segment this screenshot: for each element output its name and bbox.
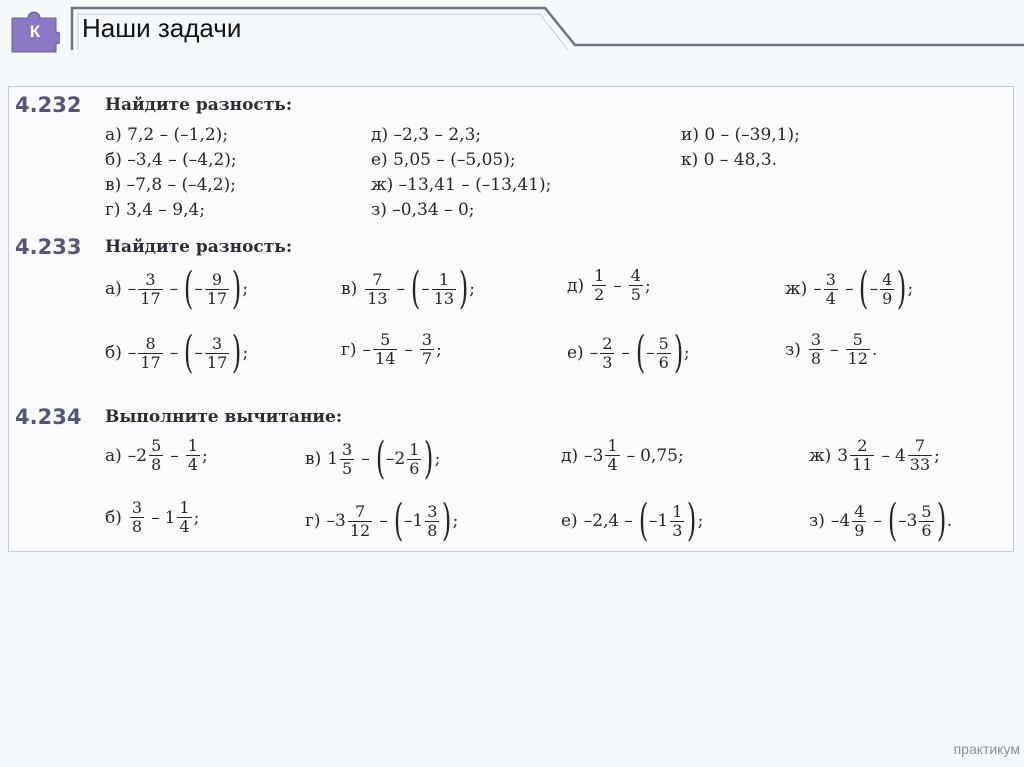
punctuation: ;: [697, 511, 704, 531]
minus-sign: –: [127, 279, 137, 299]
punctuation: ;: [436, 339, 442, 360]
numerator: 2: [602, 333, 613, 353]
item-4234-a: [105, 437, 208, 474]
numerator: 5: [151, 436, 162, 455]
item-4233-zh: [785, 263, 914, 314]
whole-part: 1: [327, 449, 339, 469]
label: е): [561, 511, 578, 531]
denominator: 6: [658, 352, 669, 372]
minus-sign: –: [151, 507, 160, 528]
item-4232-v: в) –7,8 – (–4,2);: [105, 175, 236, 195]
fraction: [373, 331, 397, 368]
denominator: 8: [131, 517, 143, 536]
whole-part: –3: [326, 511, 346, 531]
denominator: 17: [140, 352, 161, 372]
numerator: 8: [145, 333, 156, 353]
item-4233-g: [341, 331, 442, 368]
item-4234-d: [561, 437, 684, 474]
fraction: [186, 437, 200, 474]
right-paren-icon: ): [424, 433, 434, 484]
fraction: [138, 335, 162, 372]
numerator: 3: [145, 269, 156, 289]
fraction: [365, 271, 389, 308]
label: д): [567, 275, 585, 296]
fraction: [670, 503, 684, 540]
minus-sign: –: [613, 275, 622, 296]
left-paren-icon: (: [410, 263, 421, 314]
fraction: [149, 437, 163, 474]
fraction: [824, 271, 838, 308]
decimal-value: –2,4: [583, 511, 620, 531]
badge-letter: К: [29, 22, 41, 41]
label: з): [785, 339, 801, 360]
instruction-4234: Выполните вычитание:: [105, 407, 343, 427]
numerator: 1: [594, 266, 605, 285]
numerator: 7: [914, 436, 926, 455]
label: ж): [809, 445, 832, 466]
fraction: [605, 437, 619, 474]
numerator: 3: [211, 333, 223, 353]
fraction: [592, 267, 606, 304]
minus-sign: –: [621, 343, 630, 363]
right-paren-icon: ): [687, 495, 697, 546]
denominator: 17: [140, 288, 161, 308]
label: а): [105, 445, 122, 466]
minus-sign: –: [844, 279, 854, 299]
right-paren-icon: ): [442, 495, 452, 546]
item-4232-g: г) 3,4 – 9,4;: [105, 200, 206, 220]
numerator: 1: [672, 501, 683, 521]
denominator: 4: [179, 517, 190, 536]
minus-sign: –: [830, 339, 839, 360]
denominator: 7: [421, 349, 433, 368]
punctuation: ;: [242, 279, 249, 299]
page-title: Наши задачи: [82, 13, 242, 43]
whole-part: –1: [403, 511, 424, 531]
fraction: [809, 331, 823, 368]
problem-number-4233: 4.233: [15, 235, 82, 259]
minus-sign: –: [646, 343, 655, 363]
left-paren-icon: (: [859, 263, 869, 314]
label: д): [561, 445, 579, 466]
minus-sign: –: [869, 279, 879, 299]
minus-sign: –: [169, 279, 179, 299]
punctuation: .: [871, 339, 878, 360]
fraction: [880, 271, 894, 308]
item-4232-i: и) 0 – (–39,1);: [681, 125, 800, 145]
right-paren-icon: ): [936, 495, 946, 546]
item-4232-e: е) 5,05 – (–5,05);: [371, 150, 516, 170]
problem-number-4234: 4.234: [15, 405, 82, 429]
minus-sign: –: [379, 511, 388, 531]
left-paren-icon: (: [375, 433, 386, 484]
numerator: 7: [372, 269, 383, 289]
minus-sign: –: [589, 343, 599, 363]
denominator: 12: [847, 349, 868, 368]
numerator: 3: [342, 439, 353, 459]
denominator: 11: [852, 455, 873, 474]
denominator: 6: [921, 520, 932, 540]
item-4232-k: к) 0 – 48,3.: [681, 150, 778, 170]
minus-sign: –: [421, 279, 430, 299]
fraction: [340, 441, 354, 478]
numerator: 3: [131, 498, 143, 517]
denominator: 8: [427, 520, 438, 540]
fraction: [138, 271, 162, 308]
fraction: [348, 503, 372, 540]
fraction: [846, 331, 870, 368]
punctuation: .: [946, 511, 953, 531]
denominator: 33: [909, 455, 931, 474]
punctuation: ;: [452, 511, 459, 531]
fraction: [130, 499, 144, 536]
punctuation: ;: [683, 343, 690, 363]
item-4233-z: [785, 331, 877, 368]
fraction: [919, 503, 933, 540]
fraction: [600, 335, 614, 372]
numerator: 1: [409, 439, 420, 459]
numerator: 3: [427, 501, 438, 521]
denominator: 3: [672, 520, 683, 540]
item-4234-z: [809, 495, 953, 546]
left-paren-icon: (: [393, 495, 404, 546]
item-4232-zh: ж) –13,41 – (–13,41);: [371, 175, 552, 195]
numerator: 1: [607, 436, 618, 455]
whole-part: –1: [648, 511, 669, 531]
item-4232-d: д) –2,3 – 2,3;: [371, 125, 482, 145]
label: в): [341, 279, 358, 299]
numerator: 7: [354, 501, 366, 521]
punctuation: ;: [934, 445, 940, 466]
minus-sign: –: [362, 339, 372, 360]
denominator: 13: [433, 288, 455, 308]
fraction: [432, 271, 456, 308]
denominator: 6: [409, 458, 420, 478]
left-paren-icon: (: [184, 327, 194, 378]
footer-label: практикум: [953, 741, 1020, 757]
numerator: 4: [630, 266, 641, 285]
instruction-4233: Найдите разность:: [105, 237, 293, 257]
denominator: 4: [187, 455, 198, 474]
item-4233-e: [567, 327, 690, 378]
left-paren-icon: (: [635, 327, 646, 378]
item-4234-g: [305, 495, 459, 546]
right-paren-icon: ): [232, 263, 242, 314]
item-4233-b: [105, 327, 249, 378]
item-4232-b: б) –3,4 – (–4,2);: [105, 150, 237, 170]
punctuation: ;: [193, 507, 200, 528]
minus-sign: –: [194, 279, 203, 299]
punctuation: ;: [469, 279, 475, 299]
right-paren-icon: ): [897, 263, 907, 314]
minus-sign: –: [624, 511, 633, 531]
fraction: [852, 503, 866, 540]
fraction: [908, 437, 932, 474]
minus-sign: –: [396, 279, 406, 299]
minus-sign: –: [361, 449, 370, 469]
numerator: 5: [380, 330, 391, 349]
instruction-4232: Найдите разность:: [105, 95, 293, 115]
label: г): [341, 339, 357, 360]
item-4233-a: [105, 263, 249, 314]
denominator: 17: [206, 352, 228, 372]
item-4234-e: [561, 495, 704, 546]
fraction: [425, 503, 439, 540]
minus-sign: –: [881, 445, 890, 466]
denominator: 12: [349, 520, 371, 540]
textbook-scan: [8, 86, 1014, 552]
minus-sign: –: [194, 343, 203, 363]
denominator: 5: [342, 458, 353, 478]
left-paren-icon: (: [184, 263, 194, 314]
fraction: [850, 437, 874, 474]
fraction: [177, 499, 191, 536]
whole-part: –4: [830, 511, 851, 531]
item-4234-b: [105, 499, 199, 536]
numerator: 4: [854, 501, 865, 521]
denominator: 4: [825, 288, 836, 308]
problem-number-4232: 4.232: [15, 93, 82, 117]
whole-part: 4: [894, 445, 906, 466]
punctuation: ;: [677, 445, 684, 466]
label: в): [305, 449, 322, 469]
minus-sign: –: [404, 339, 413, 360]
fraction: [420, 331, 434, 368]
numerator: 1: [187, 436, 198, 455]
item-4234-zh: [809, 437, 940, 474]
minus-sign: –: [169, 343, 179, 363]
numerator: 5: [658, 333, 669, 353]
item-4232-a: а) 7,2 – (–1,2);: [105, 125, 229, 145]
puzzle-badge-icon: [8, 10, 60, 56]
label: г): [305, 511, 321, 531]
punctuation: ;: [434, 449, 441, 469]
numerator: 5: [921, 501, 932, 521]
fraction: [407, 441, 421, 478]
left-paren-icon: (: [887, 495, 898, 546]
label: б): [105, 507, 122, 528]
right-paren-icon: ): [232, 327, 242, 378]
minus-sign: –: [170, 445, 179, 466]
punctuation: ;: [201, 445, 208, 466]
right-paren-icon: ): [673, 327, 684, 378]
minus-sign: –: [873, 511, 882, 531]
numerator: 9: [211, 269, 223, 289]
numerator: 1: [179, 498, 190, 517]
fraction: [657, 335, 671, 372]
numerator: 3: [810, 330, 822, 349]
item-4233-d: [567, 267, 651, 304]
denominator: 14: [375, 349, 396, 368]
denominator: 8: [151, 455, 162, 474]
punctuation: ;: [644, 275, 651, 296]
whole-part: 1: [164, 507, 176, 528]
denominator: 2: [594, 285, 605, 304]
whole-part: –3: [584, 445, 604, 466]
minus-sign: –: [626, 445, 636, 466]
whole-part: –2: [127, 445, 148, 466]
fraction: [205, 271, 229, 308]
whole-part: –3: [898, 511, 918, 531]
fraction: [629, 267, 643, 304]
label: а): [105, 279, 122, 299]
label: з): [809, 511, 825, 531]
fraction: [205, 335, 229, 372]
item-4234-v: [305, 433, 441, 484]
item-4233-v: [341, 263, 475, 314]
denominator: 3: [602, 352, 613, 372]
minus-sign: –: [127, 343, 137, 363]
denominator: 9: [882, 288, 893, 308]
denominator: 13: [367, 288, 388, 308]
denominator: 5: [630, 285, 641, 304]
whole-part: –2: [385, 449, 406, 469]
left-paren-icon: (: [638, 495, 649, 546]
minus-sign: –: [813, 279, 822, 299]
numerator: 3: [421, 330, 433, 349]
numerator: 5: [852, 330, 863, 349]
label: е): [567, 343, 584, 363]
punctuation: ;: [242, 343, 249, 363]
label: б): [105, 343, 122, 363]
numerator: 1: [438, 269, 449, 289]
denominator: 17: [206, 288, 228, 308]
numerator: 2: [857, 436, 868, 455]
denominator: 9: [854, 520, 865, 540]
item-4232-z: з) –0,34 – 0;: [371, 200, 475, 220]
numerator: 4: [882, 269, 893, 289]
whole-part: 3: [837, 445, 849, 466]
denominator: 8: [810, 349, 822, 368]
decimal-value: 0,75: [640, 445, 678, 466]
label: ж): [785, 279, 808, 299]
denominator: 4: [607, 455, 618, 474]
punctuation: ;: [907, 279, 914, 299]
numerator: 3: [825, 269, 836, 289]
right-paren-icon: ): [458, 263, 469, 314]
